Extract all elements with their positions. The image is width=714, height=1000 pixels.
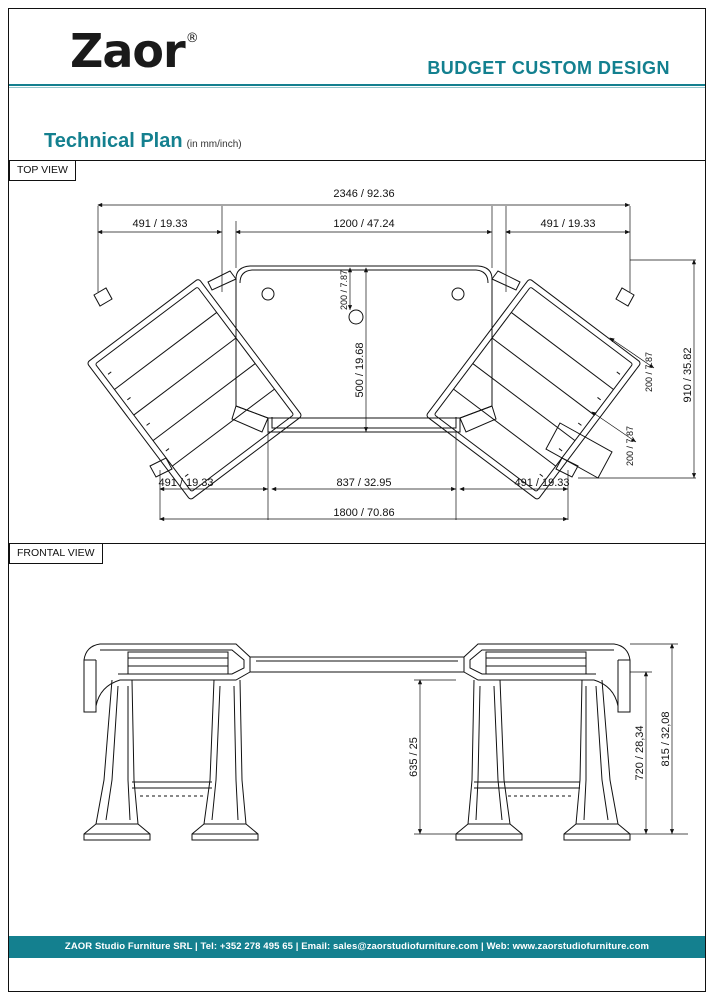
dim-right-wing-top: 491 / 19.33 [540, 218, 596, 230]
dim-left-wing-bottom: 491 / 19.33 [158, 477, 214, 489]
dim-right-small-upper: 200 / 7.87 [644, 351, 654, 393]
section-divider-top [9, 160, 705, 161]
header-divider [9, 84, 705, 86]
dim-overall-width: 2346 / 92.36 [333, 188, 395, 200]
tab-top-view: TOP VIEW [9, 161, 76, 181]
footer-contact-info: ZAOR Studio Furniture SRL | Tel: +352 278 495 65 | Email: sales@zaorstudiofurniture.com | Web: www.zaorstudiofurniture.com [64, 941, 650, 952]
dim-inner-height: 635 / 25 [408, 737, 420, 777]
dim-right-wing-bottom: 491 / 19.33 [514, 477, 570, 489]
document-title: BUDGET CUSTOM DESIGN [427, 58, 670, 78]
dim-center-bottom: 837 / 32.95 [336, 477, 392, 489]
brand-text: Zaor [70, 24, 185, 78]
dim-leg-height: 720 / 28,34 [634, 725, 646, 781]
dim-total-height: 815 / 32,08 [660, 711, 672, 767]
dim-right-small-lower: 200 / 7.87 [625, 425, 635, 467]
dim-overall-depth: 910 / 35.82 [682, 347, 694, 403]
dim-left-wing-top: 491 / 19.33 [132, 218, 188, 230]
plan-units-text: (in mm/inch) [186, 139, 242, 150]
dim-inner-small-top: 200 / 7.87 [339, 269, 349, 311]
dim-bottom-total: 1800 / 70.86 [333, 507, 395, 519]
tab-frontal-view: FRONTAL VIEW [9, 544, 103, 564]
page-border [8, 8, 706, 992]
section-divider-middle [9, 543, 705, 544]
header-divider-thin [9, 87, 705, 88]
page-title [44, 130, 242, 153]
plan-title-text: Technical Plan [44, 130, 183, 152]
registered-mark: ® [185, 31, 198, 46]
dim-center-top: 1200 / 47.24 [333, 218, 395, 230]
dim-center-depth: 500 / 19.68 [354, 342, 366, 398]
zaor-logo [70, 24, 198, 78]
